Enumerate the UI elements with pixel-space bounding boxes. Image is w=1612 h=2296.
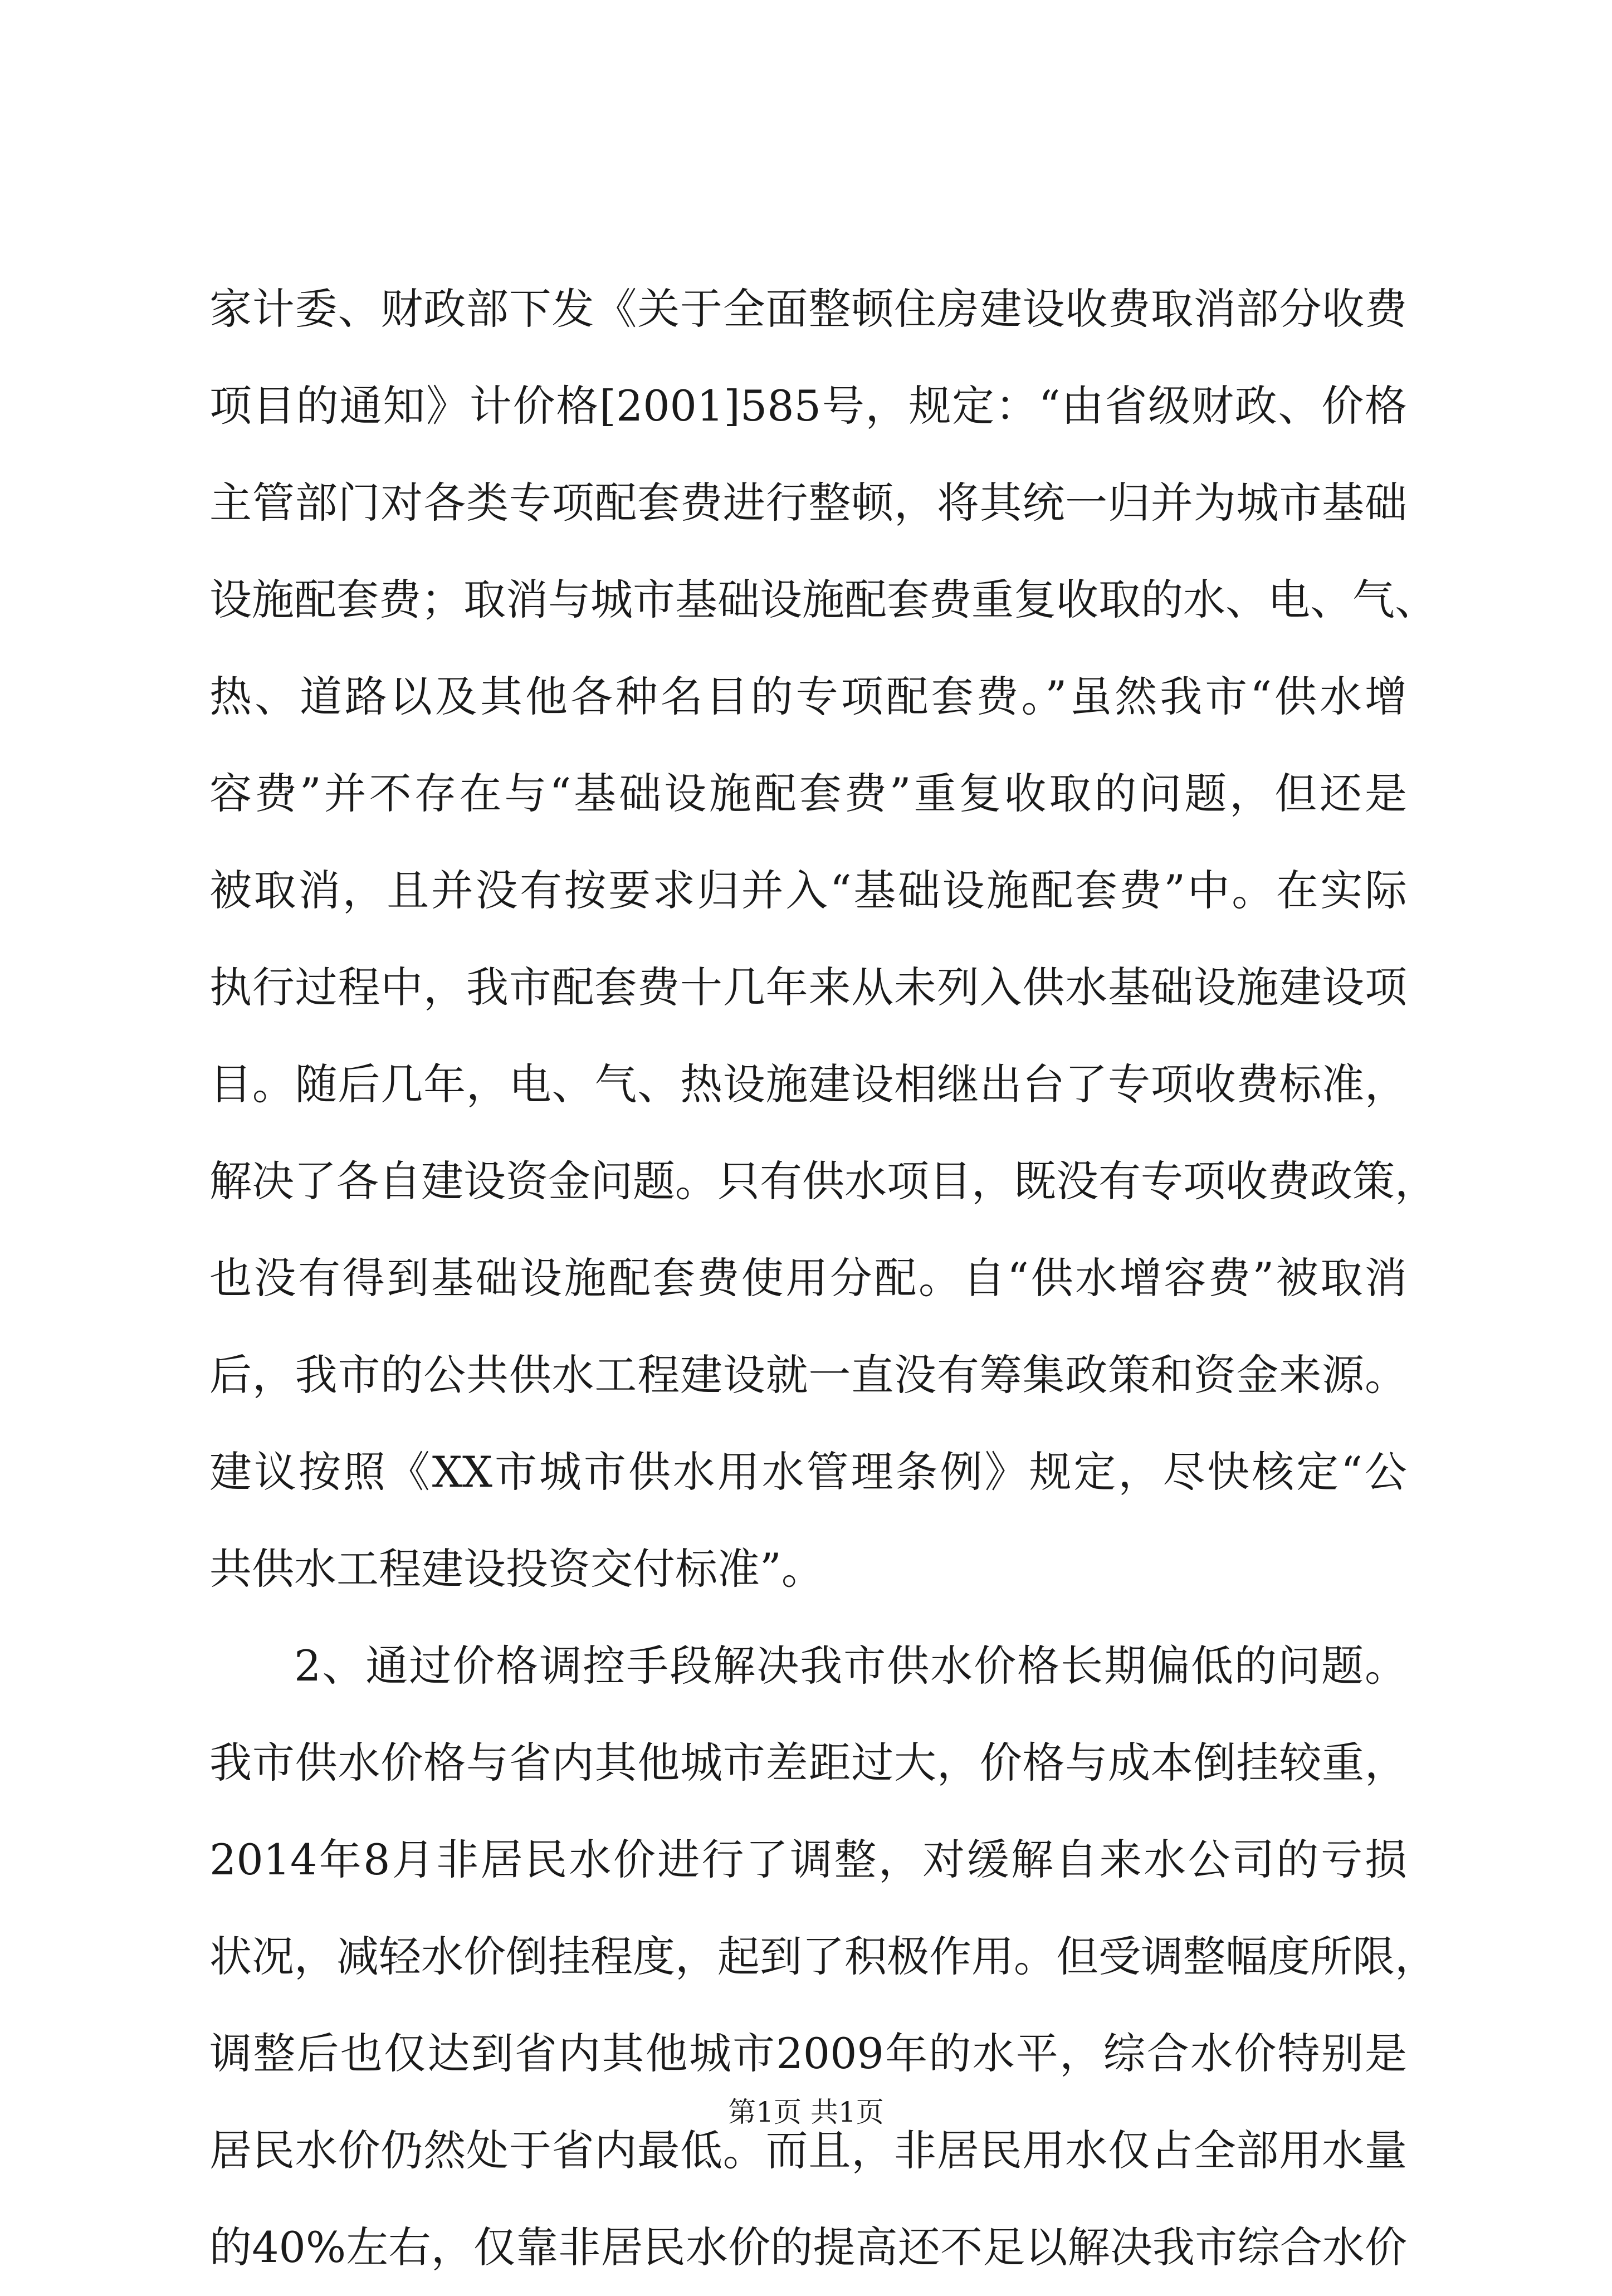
text-line: 我市供水价格与省内其他城市差距过大，价格与成本倒挂较重， (209, 1738, 1407, 1787)
paragraph-2 (209, 1618, 1437, 2296)
text-line: 状况，减轻水价倒挂程度，起到了积极作用。但受调整幅度所限， (209, 1932, 1437, 1981)
text-line: 也没有得到基础设施配套费使用分配。自“供水增容费”被取消 (209, 1253, 1407, 1303)
text-line: 2、通过价格调控手段解决我市供水价格长期偏低的问题。 (294, 1641, 1407, 1691)
text-line: 目。随后几年，电、气、热设施建设相继出台了专项收费标准， (209, 1059, 1407, 1109)
text-line: 后，我市的公共供水工程建设就一直没有筹集政策和资金来源。 (209, 1350, 1407, 1400)
paragraph-1 (209, 261, 1437, 1618)
text-line: 解决了各自建设资金问题。只有供水项目，既没有专项收费政策， (209, 1156, 1437, 1206)
text-line: 热、道路以及其他各种名目的专项配套费。”虽然我市“供水增 (209, 672, 1407, 721)
body-text (209, 261, 1437, 2296)
page-footer (0, 2095, 1612, 2129)
page-number-label: 第1页 共1页 (728, 2096, 884, 2128)
text-line: 主管部门对各类专项配套费进行整顿，将其统一归并为城市基础 (209, 478, 1407, 527)
text-line: 的40%左右，仅靠非居民水价的提高还不足以解决我市综合水价 (209, 2222, 1407, 2272)
text-line: 建议按照《XX市城市供水用水管理条例》规定，尽快核定“公 (209, 1447, 1407, 1497)
text-line: 设施配套费；取消与城市基础设施配套费重复收取的水、电、气、 (209, 575, 1437, 624)
text-line: 居民水价仍然处于省内最低。而且，非居民用水仅占全部用水量 (209, 2126, 1407, 2175)
text-line: 容费”并不存在与“基础设施配套费”重复收取的问题，但还是 (209, 769, 1407, 818)
text-line: 调整后也仅达到省内其他城市2009年的水平，综合水价特别是 (209, 2029, 1407, 2078)
text-line: 2014年8月非居民水价进行了调整，对缓解自来水公司的亏损 (209, 1835, 1407, 1884)
text-line: 执行过程中，我市配套费十几年来从未列入供水基础设施建设项 (209, 963, 1407, 1012)
text-line: 项目的通知》计价格[2001]585号，规定：“由省级财政、价格 (209, 381, 1407, 431)
text-line: 共供水工程建设投资交付标准”。 (209, 1544, 824, 1594)
text-line: 家计委、财政部下发《关于全面整顿住房建设收费取消部分收费 (209, 284, 1407, 334)
text-line: 被取消，且并没有按要求归并入“基础设施配套费”中。在实际 (209, 866, 1407, 915)
